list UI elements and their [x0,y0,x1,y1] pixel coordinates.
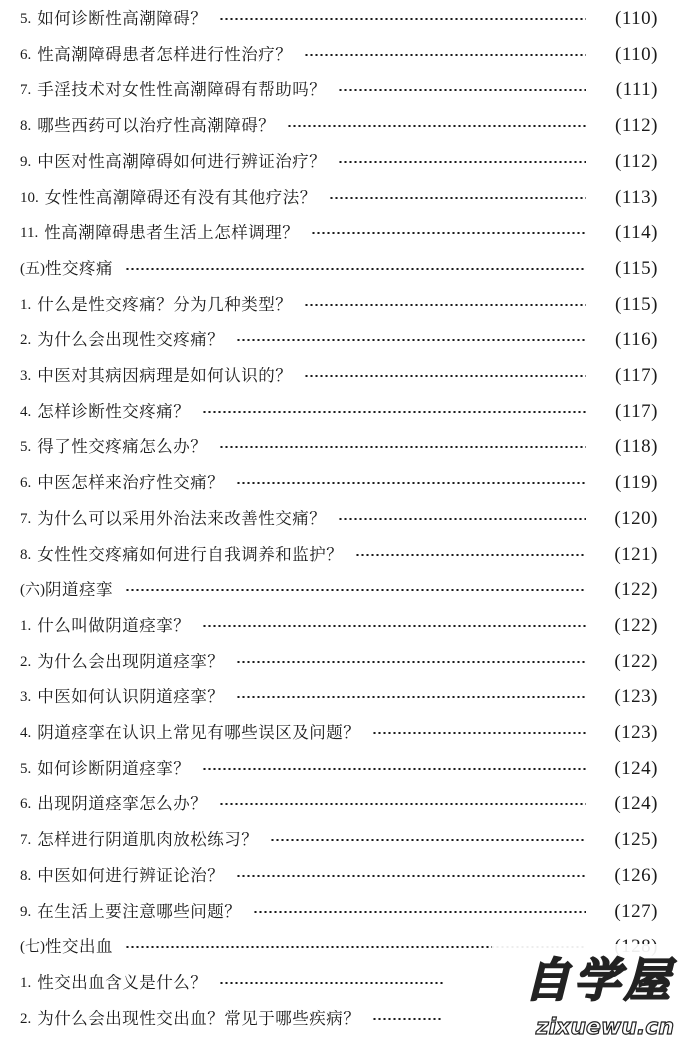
entry-number: 7. [20,82,32,99]
entry-number: 9. [20,153,32,170]
entry-title: 如何诊断阴道痉挛？ [37,758,191,778]
entry-page: (114) [615,222,658,244]
dot-leader [270,839,586,841]
entry-title: 哪些西药可以治疗性高潮障碍？ [37,116,276,136]
toc-entry[interactable] [20,399,658,425]
toc-entry[interactable] [20,42,658,68]
toc-entry[interactable] [20,791,658,817]
dot-leader [236,696,586,698]
entry-title: 得了性交疼痛怎么办？ [37,437,208,457]
toc-entry[interactable] [20,113,658,139]
entry-page: (124) [614,757,658,779]
dot-leader [329,197,586,199]
entry-number: 10. [20,189,39,206]
toc-entry[interactable] [20,542,658,568]
entry-page: (124) [614,793,658,815]
section-number: (七) [20,939,45,956]
entry-title: 为什么可以采用外治法来改善性交痛？ [37,508,327,528]
entry-page: (125) [614,829,658,851]
entry-page: (113) [615,186,658,208]
entry-number: 5. [20,760,32,777]
section-number: (五) [20,260,45,277]
entry-page: (127) [614,900,658,922]
dot-leader [236,661,586,663]
entry-title: 手淫技术对女性性高潮障碍有帮助吗？ [37,80,327,100]
entry-number: 1. [20,296,32,313]
entry-page: (126) [614,864,658,886]
entry-title: 为什么会出现性交疼痛？ [37,330,225,350]
dot-leader [338,518,586,520]
entry-title: 出现阴道痉挛怎么办？ [37,794,208,814]
entry-page: (117) [615,400,658,422]
entry-title: 中医对其病因病理是如何认识的？ [37,366,293,385]
toc-section[interactable] [20,256,658,282]
dot-leader [236,339,586,341]
toc-entry[interactable] [20,6,658,32]
dot-leader [355,554,586,556]
entry-title: 中医如何认识阴道痉挛？ [37,687,225,707]
toc-entry[interactable] [20,327,658,353]
entry-page: (123) [614,722,658,743]
toc-entry[interactable] [20,863,658,889]
entry-page: (118) [615,436,658,458]
dot-leader [125,268,586,270]
dot-leader [219,18,586,20]
entry-page: (110) [615,8,658,29]
watermark-url: zixuewu.cn [535,1015,674,1040]
entry-number: 8. [20,118,32,135]
dot-leader [202,625,586,627]
entry-number: 6. [20,46,32,63]
entry-page: (119) [615,472,658,494]
dot-leader [202,768,586,770]
toc-entry[interactable] [20,756,658,782]
entry-number: 2. [20,1010,32,1027]
dot-leader [287,125,586,127]
toc-entry[interactable] [20,684,658,710]
entry-title: 女性性交疼痛如何进行自我调养和监护？ [37,544,344,564]
entry-number: 2. [20,653,32,670]
entry-title: 为什么会出现阴道痉挛？ [37,651,225,671]
entry-title: 如何诊断性高潮障碍？ [37,9,208,28]
toc-entry[interactable] [20,899,658,925]
toc-entry[interactable] [20,827,658,853]
entry-number: 4. [20,725,32,741]
section-number: (六) [20,582,45,599]
entry-number: 2. [20,332,32,349]
entry-number: 3. [20,368,32,384]
toc-entry[interactable] [20,470,658,496]
dot-leader [202,411,586,413]
entry-title: 什么是性交疼痛？分为几种类型？ [37,294,293,314]
dot-leader [338,161,586,163]
section-title: 阴道痉挛 [45,580,113,600]
entry-number: 9. [20,903,32,920]
entry-title: 性高潮障碍患者怎样进行性治疗？ [37,44,293,64]
dot-leader [236,875,586,877]
entry-number: 8. [20,546,32,563]
toc-entry[interactable] [20,970,505,996]
entry-page: (117) [615,365,658,386]
entry-page: (120) [614,507,658,529]
entry-number: 11. [20,225,39,242]
entry-page: (111) [615,79,658,101]
entry-number: 1. [20,974,32,991]
toc-entry[interactable] [20,220,658,246]
entry-number: 4. [20,403,32,420]
section-page: (122) [614,579,658,601]
dot-leader [304,54,586,56]
entry-title: 什么叫做阴道痉挛？ [37,615,191,635]
toc-section[interactable] [20,577,658,603]
section-title: 性交疼痛 [45,258,113,278]
entry-title: 女性性高潮障碍还有没有其他疗法？ [44,187,317,207]
entry-page: (122) [614,650,658,672]
dot-leader [219,446,586,448]
dot-leader [219,982,443,984]
toc-entry[interactable] [20,363,658,389]
toc-entry[interactable] [20,1006,505,1032]
toc-entry[interactable] [20,185,658,211]
dot-leader [338,89,586,91]
dot-leader [236,482,586,484]
dot-leader [304,304,586,306]
entry-page: (122) [614,614,658,636]
entry-page: (121) [614,543,658,565]
toc-entry[interactable] [20,649,658,675]
entry-page: (115) [615,293,658,315]
dot-leader [253,911,586,913]
entry-number: 8. [20,867,32,884]
toc-entry[interactable] [20,613,658,639]
dot-leader [219,803,586,805]
entry-title: 阴道痉挛在认识上常见有哪些误区及问题？ [37,723,361,742]
watermark-logo: 自学屋 [524,953,674,1007]
toc-entry[interactable] [20,506,658,532]
dot-leader [372,1018,443,1020]
dot-leader [372,732,586,734]
dot-leader [304,375,586,377]
entry-page: (116) [615,329,658,351]
entry-number: 7. [20,510,32,527]
entry-title: 怎样诊断性交疼痛？ [37,401,191,421]
entry-page: (123) [614,686,658,708]
entry-number: 6. [20,475,32,492]
entry-number: 6. [20,796,32,813]
entry-number: 1. [20,617,32,634]
entry-title: 怎样进行阴道肌肉放松练习？ [37,830,259,850]
entry-title: 在生活上要注意哪些问题？ [37,901,242,921]
toc-entry[interactable] [20,149,658,175]
dot-leader [125,589,586,591]
entry-page: (112) [615,115,658,137]
entry-number: 5. [20,11,32,27]
entry-number: 7. [20,832,32,849]
entry-number: 3. [20,689,32,706]
toc-entry[interactable] [20,434,658,460]
entry-page: (112) [615,150,658,172]
entry-number: 5. [20,439,32,456]
entry-title: 性交出血含义是什么？ [37,972,208,992]
section-page: (115) [615,257,658,279]
entry-title: 中医如何进行辨证论治？ [37,865,225,885]
entry-page: (110) [615,43,658,65]
entry-title: 中医怎样来治疗性交痛？ [37,473,225,493]
section-title: 性交出血 [45,937,113,957]
toc-entry[interactable] [20,292,658,318]
dot-leader [311,232,586,234]
watermark [492,944,682,1040]
entry-title: 为什么会出现性交出血？常见于哪些疾病？ [37,1008,361,1028]
toc-entry[interactable] [20,77,658,103]
entry-title: 中医对性高潮障碍如何进行辨证治疗？ [37,151,327,171]
entry-title: 性高潮障碍患者生活上怎样调理？ [44,223,300,243]
toc-entry[interactable] [20,720,658,746]
